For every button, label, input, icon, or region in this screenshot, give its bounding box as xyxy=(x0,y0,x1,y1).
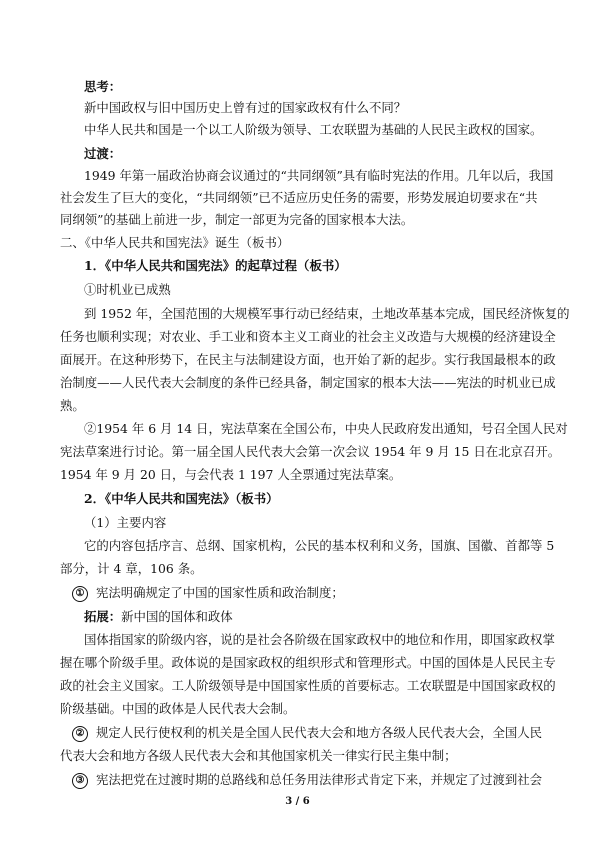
heading-transition: 过渡： xyxy=(84,146,122,161)
item-text: 规定人民行使权利的机关是全国人民代表大会和地方各级人民代表大会，全国人民 xyxy=(96,725,543,740)
paragraph-line: 面展开。在这种形势下，在民主与法制建设方面，也开始了新的起步。实行我国最根本的政 xyxy=(60,352,556,367)
paragraph-line: 治制度——人民代表大会制度的条件已经具备，制定国家的根本大法——宪法的时机业已成 xyxy=(60,375,556,390)
paragraph-line: 宪法草案进行讨论。第一届全国人民代表大会第一次会议 1954 年 9 月 15 日在北京召开。 xyxy=(60,444,561,459)
section-heading: 二、《中华人民共和国宪法》诞生（板书） xyxy=(60,235,290,250)
sub-item-heading: （1）主要内容 xyxy=(84,515,167,530)
paragraph-line: 社会发生了巨大的变化，“共同纲领”已不适应历史任务的需要，形势发展迫切要求在“共 xyxy=(60,190,538,205)
numbered-item-1 xyxy=(60,584,344,602)
circled-number-3: ③ xyxy=(72,773,88,789)
extension-line xyxy=(60,608,233,626)
paragraph-line: 握在哪个阶级手里。政体说的是国家政权的组织形式和管理形式。中国的国体是人民民主专 xyxy=(60,655,556,670)
item-text: 宪法把党在过渡时期的总路线和总任务用法律形式肯定下来，并规定了过渡到社会 xyxy=(96,772,543,787)
page-number: 3 / 6 xyxy=(285,796,310,807)
paragraph-line: 它的内容包括序言、总纲、国家机构，公民的基本权利和义务，国旗、国徽、首都等 5 xyxy=(84,538,555,553)
numbered-item-2 xyxy=(60,724,542,742)
paragraph-line: 部分，计 4 章，106 条。 xyxy=(60,561,203,576)
circled-number-1: ① xyxy=(72,586,88,602)
paragraph-line: 阶级基础。中国的政体是人民代表大会制。 xyxy=(60,701,296,716)
paragraph-line: 1949 年第一届政治协商会议通过的“共同纲领”具有临时宪法的作用。几年以后，我国 xyxy=(84,168,554,183)
heading-thinking: 思考： xyxy=(84,79,122,94)
question-text: 新中国政权与旧中国历史上曾有过的国家政权有什么不同？ xyxy=(84,100,407,115)
numbered-item-3 xyxy=(60,771,542,789)
paragraph-line: 任务也顺利实现；对农业、手工业和资本主义工商业的社会主义改造与大规模的经济建设全 xyxy=(60,329,556,344)
paragraph-line: 到 1952 年，全国范围的大规模军事行动已经结束，土地改革基本完成，国民经济恢复的 xyxy=(84,306,570,321)
subsection-heading-2: 2．《中华人民共和国宪法》（板书） xyxy=(84,491,279,506)
paragraph-line: ②1954 年 6 月 14 日，宪法草案在全国公布，中央人民政府发出通知，号召全国人民对 xyxy=(84,421,568,436)
paragraph-line: 政的社会主义国家。工人阶级领导是中国国家性质的首要标志。工农联盟是中国国家政权的 xyxy=(60,678,556,693)
paragraph-line: 同纲领”的基础上前进一步，制定一部更为完备的国家根本大法。 xyxy=(60,212,414,227)
paragraph-line: 国体指国家的阶级内容，说的是社会各阶级在国家政权中的地位和作用，即国家政权掌 xyxy=(84,632,555,647)
point-heading: ①时机业已成熟 xyxy=(84,282,171,297)
circled-number-2: ② xyxy=(72,726,88,742)
subsection-heading-1: 1．《中华人民共和国宪法》的起草过程（板书） xyxy=(84,258,347,273)
paragraph-line: 1954 年 9 月 20 日，与会代表 1 197 人全票通过宪法草案。 xyxy=(60,467,402,482)
paragraph-line: 熟。 xyxy=(60,398,85,413)
item-text: 宪法明确规定了中国的国家性质和政治制度； xyxy=(96,585,344,600)
extension-label: 拓展： xyxy=(84,609,122,624)
answer-text: 中华人民共和国是一个以工人阶级为领导、工农联盟为基础的人民民主政权的国家。 xyxy=(84,122,543,137)
paragraph-line: 代表大会和地方各级人民代表大会和其他国家机关一律实行民主集中制； xyxy=(60,748,457,763)
extension-title: 新中国的国体和政体 xyxy=(121,609,233,624)
